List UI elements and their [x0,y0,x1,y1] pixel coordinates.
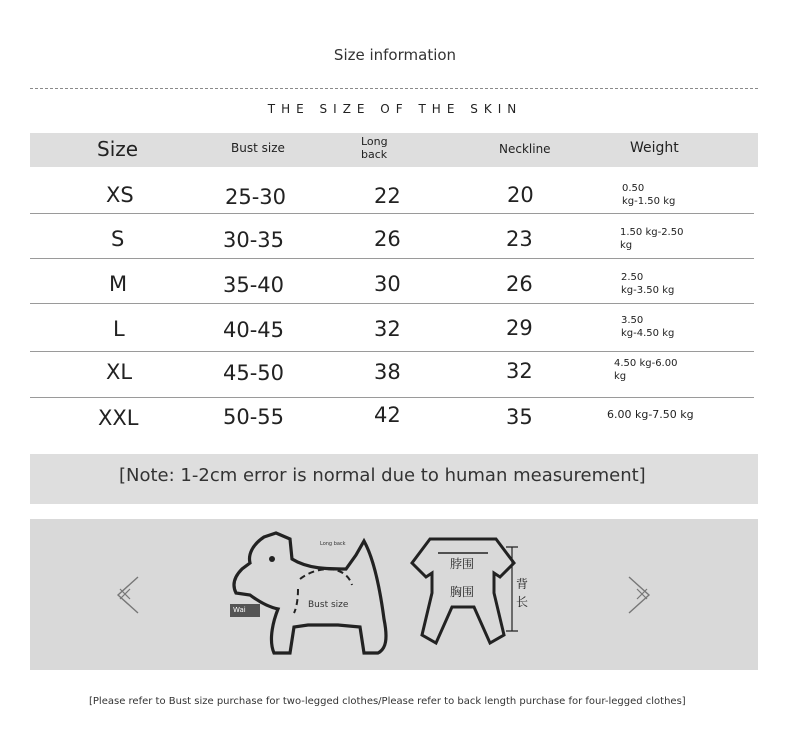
cell-back: 30 [374,272,401,296]
cell-weight [621,271,674,297]
cell-weight [607,408,694,421]
cell-weight-line1: 2.50 [621,272,644,283]
cell-bust: 25-30 [225,185,287,209]
table-subtitle: THE SIZE OF THE SKIN [267,102,523,116]
cell-back: 42 [374,403,401,427]
cell-weight-line2: kg [614,371,627,382]
cell-weight [622,182,675,208]
cell-size: XXL [98,406,139,430]
cell-back: 32 [374,317,401,341]
table-header [30,133,758,167]
header-neckline: Neckline [499,142,551,156]
dog-outline-icon [228,529,393,661]
cell-neck: 26 [506,272,533,296]
header-size: Size [97,137,139,161]
cell-bust: 50-55 [223,405,285,429]
dashed-divider [30,88,758,89]
measurement-diagram [30,519,758,670]
row-divider [30,213,754,214]
measurement-note [30,454,758,504]
dog-label-wai: Wai [230,604,260,617]
cell-bust: 40-45 [223,318,285,342]
dog-label-long-back: Long back [320,541,346,547]
cell-weight-line1: 1.50 kg-2.50 [620,227,684,238]
cell-back: 38 [374,360,401,384]
cell-neck: 29 [506,316,533,340]
cell-weight-line1: 4.50 kg-6.00 [614,358,678,369]
cell-weight-line1: 0.50 [622,183,645,194]
cell-weight-line2: kg-4.50 kg [621,328,675,339]
page-title: Size information [333,46,457,64]
cell-weight [620,226,683,252]
clothes-label-back-2: 长 [516,595,529,609]
cell-size: S [111,227,125,251]
cell-weight-line2: kg-1.50 kg [622,196,676,207]
right-arrow-icon[interactable] [623,575,655,615]
left-arrow-icon[interactable] [112,575,144,615]
clothes-label-back-1: 背 [516,577,529,591]
cell-weight [621,314,674,340]
header-weight: Weight [630,140,679,156]
cell-back: 26 [374,227,401,251]
cell-neck: 32 [506,359,533,383]
cell-size: XL [106,360,133,384]
cell-neck: 20 [507,183,534,207]
note-text: [Note: 1-2cm error is normal due to human measurement] [119,465,646,486]
dog-label-bust-size: Bust size [308,600,349,610]
cell-back: 22 [374,184,401,208]
header-bust-size: Bust size [231,141,285,155]
row-divider [30,258,754,259]
row-divider [30,351,754,352]
row-divider [30,303,754,304]
header-long-back-line2: back [361,148,388,161]
footnote: [Please refer to Bust size purchase for two-legged clothes/Please refer to back length purchase for four-legged clothes] [89,696,686,707]
cell-size: M [109,272,128,296]
cell-weight-line1: 3.50 [621,315,644,326]
cell-neck: 23 [506,227,533,251]
cell-bust: 30-35 [223,228,285,252]
cell-neck: 35 [506,405,533,429]
cell-weight-line1: 6.00 kg-7.50 kg [607,408,694,421]
cell-size: L [113,317,125,341]
cell-weight-line2: kg [620,240,633,251]
header-long-back-line1: Long [361,135,388,148]
row-divider [30,397,754,398]
cell-weight [614,357,677,383]
cell-size: XS [106,183,134,207]
cell-bust: 45-50 [223,361,285,385]
clothes-label-neck: 脖围 [450,557,475,571]
header-long-back [361,135,388,161]
clothes-label-chest: 胸围 [450,585,475,599]
cell-bust: 35-40 [223,273,285,297]
cell-weight-line2: kg-3.50 kg [621,285,675,296]
